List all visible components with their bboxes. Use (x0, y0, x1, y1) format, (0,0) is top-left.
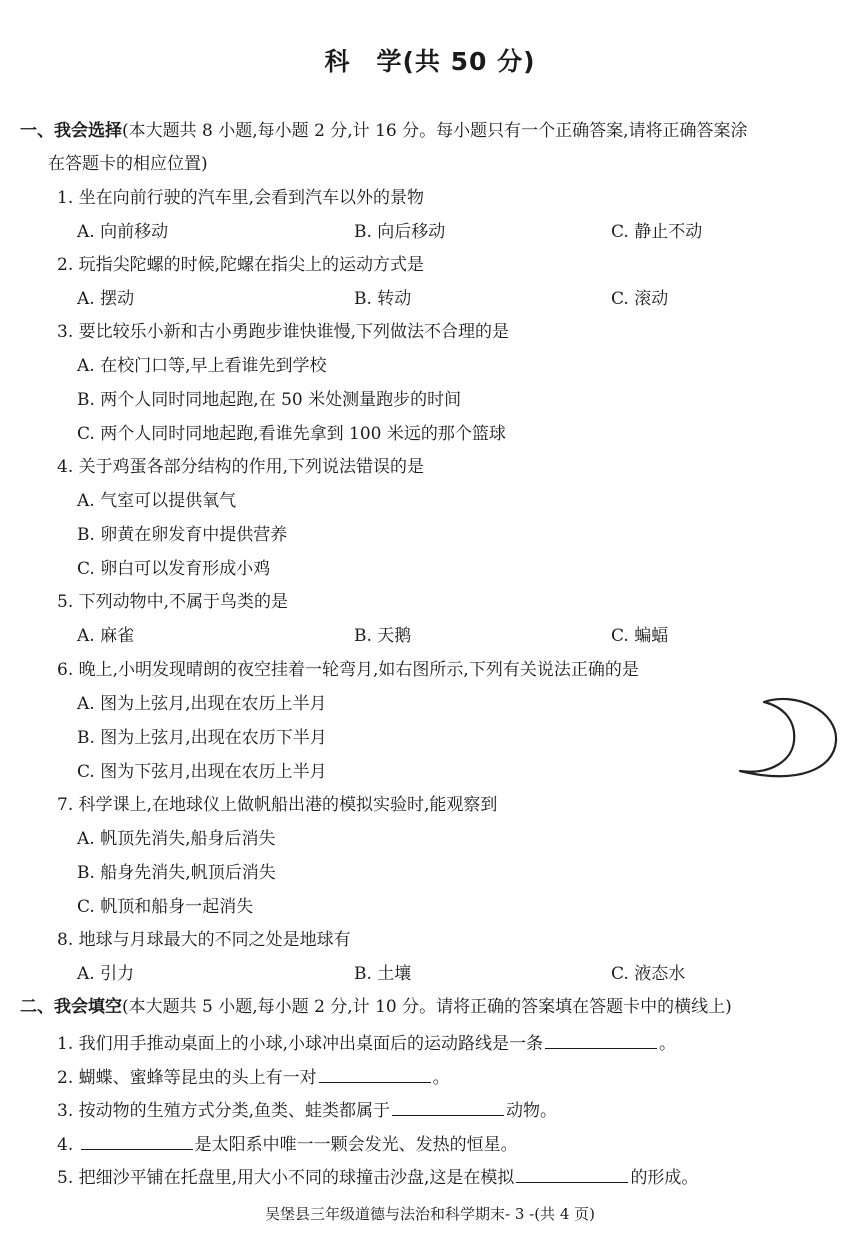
question-7-option-b: B. 船身先消失,帆顶后消失 (77, 863, 276, 883)
question-3-option-b: B. 两个人同时同地起跑,在 50 米处测量跑步的时间 (77, 390, 462, 410)
fill-item-5-text: 5. 把细沙平铺在托盘里,用大小不同的球撞击沙盘,这是在模拟 (57, 1168, 515, 1188)
question-1-option-a: A. 向前移动 (77, 222, 169, 242)
section-2-description: (本大题共 5 小题,每小题 2 分,计 10 分。请将正确的答案填在答题卡中的横线上) (122, 997, 732, 1017)
section-1-heading: 一、我会选择 (20, 121, 122, 141)
fill-item-5 (57, 1164, 698, 1189)
question-1-option-b: B. 向后移动 (354, 222, 446, 242)
question-8-stem: 8. 地球与月球最大的不同之处是地球有 (57, 930, 351, 950)
question-2-option-a: A. 摆动 (77, 289, 135, 309)
question-8-option-a: A. 引力 (77, 964, 135, 984)
fill-item-4-tail: 是太阳系中唯一一颗会发光、发热的恒星。 (194, 1135, 518, 1155)
question-2-stem: 2. 玩指尖陀螺的时候,陀螺在指尖上的运动方式是 (57, 255, 425, 275)
fill-item-3 (57, 1097, 557, 1122)
fill-item-1-tail: 。 (659, 1034, 677, 1054)
question-5-option-a: A. 麻雀 (77, 626, 135, 646)
crescent-moon-icon (734, 697, 842, 781)
question-7-option-c: C. 帆顶和船身一起消失 (77, 897, 254, 917)
fill-item-4-text: 4. (57, 1135, 79, 1155)
fill-item-5-tail: 的形成。 (630, 1168, 699, 1188)
question-6-stem: 6. 晚上,小明发现晴朗的夜空挂着一轮弯月,如右图所示,下列有关说法正确的是 (57, 660, 639, 680)
fill-item-3-tail: 动物。 (506, 1101, 558, 1121)
question-7-option-a: A. 帆顶先消失,船身后消失 (77, 829, 276, 849)
fill-item-1-text: 1. 我们用手推动桌面上的小球,小球冲出桌面后的运动路线是一条 (57, 1034, 544, 1054)
section-2-heading: 二、我会填空 (20, 997, 122, 1017)
fill-blank-1 (545, 1030, 657, 1049)
question-1-stem: 1. 坐在向前行驶的汽车里,会看到汽车以外的景物 (57, 188, 425, 208)
question-8-option-c: C. 液态水 (611, 964, 686, 984)
fill-item-1 (57, 1030, 676, 1055)
fill-item-3-text: 3. 按动物的生殖方式分类,鱼类、蛙类都属于 (57, 1101, 391, 1121)
question-5-option-c: C. 蝙蝠 (611, 626, 669, 646)
page-title: 科 学(共 50 分) (324, 47, 536, 76)
question-5-stem: 5. 下列动物中,不属于鸟类的是 (57, 592, 289, 612)
question-1-option-c: C. 静止不动 (611, 222, 703, 242)
fill-blank-3 (392, 1097, 504, 1116)
fill-item-2-text: 2. 蝴蝶、蜜蜂等昆虫的头上有一对 (57, 1068, 317, 1088)
question-5-option-b: B. 天鹅 (354, 626, 412, 646)
fill-blank-2 (319, 1064, 431, 1083)
question-2-option-b: B. 转动 (354, 289, 412, 309)
question-6-option-a: A. 图为上弦月,出现在农历上半月 (77, 694, 327, 714)
section-1-header (20, 120, 748, 142)
fill-blank-5 (516, 1164, 628, 1183)
question-8-option-b: B. 土壤 (354, 964, 412, 984)
question-4-option-c: C. 卵白可以发育形成小鸡 (77, 559, 271, 579)
fill-item-4 (57, 1131, 518, 1156)
section-2-header (20, 996, 732, 1018)
fill-blank-4 (81, 1131, 193, 1150)
question-3-option-a: A. 在校门口等,早上看谁先到学校 (77, 356, 327, 376)
question-4-option-a: A. 气室可以提供氧气 (77, 491, 237, 511)
question-3-option-c: C. 两个人同时同地起跑,看谁先拿到 100 米远的那个篮球 (77, 424, 506, 444)
question-7-stem: 7. 科学课上,在地球仪上做帆船出港的模拟实验时,能观察到 (57, 795, 498, 815)
page-footer: 吴堡县三年级道德与法治和科学期末- 3 -(共 4 页) (264, 1205, 595, 1223)
question-6-option-c: C. 图为下弦月,出现在农历上半月 (77, 762, 327, 782)
fill-item-2 (57, 1064, 450, 1089)
question-3-stem: 3. 要比较乐小新和古小勇跑步谁快谁慢,下列做法不合理的是 (57, 322, 510, 342)
question-6-option-b: B. 图为上弦月,出现在农历下半月 (77, 728, 327, 748)
section-1-description-cont: 在答题卡的相应位置) (48, 154, 208, 174)
question-4-stem: 4. 关于鸡蛋各部分结构的作用,下列说法错误的是 (57, 457, 425, 477)
fill-item-2-tail: 。 (432, 1068, 450, 1088)
question-2-option-c: C. 滚动 (611, 289, 669, 309)
section-1-description: (本大题共 8 小题,每小题 2 分,计 16 分。每小题只有一个正确答案,请将正确答案涂 (122, 121, 748, 141)
question-4-option-b: B. 卵黄在卵发育中提供营养 (77, 525, 288, 545)
